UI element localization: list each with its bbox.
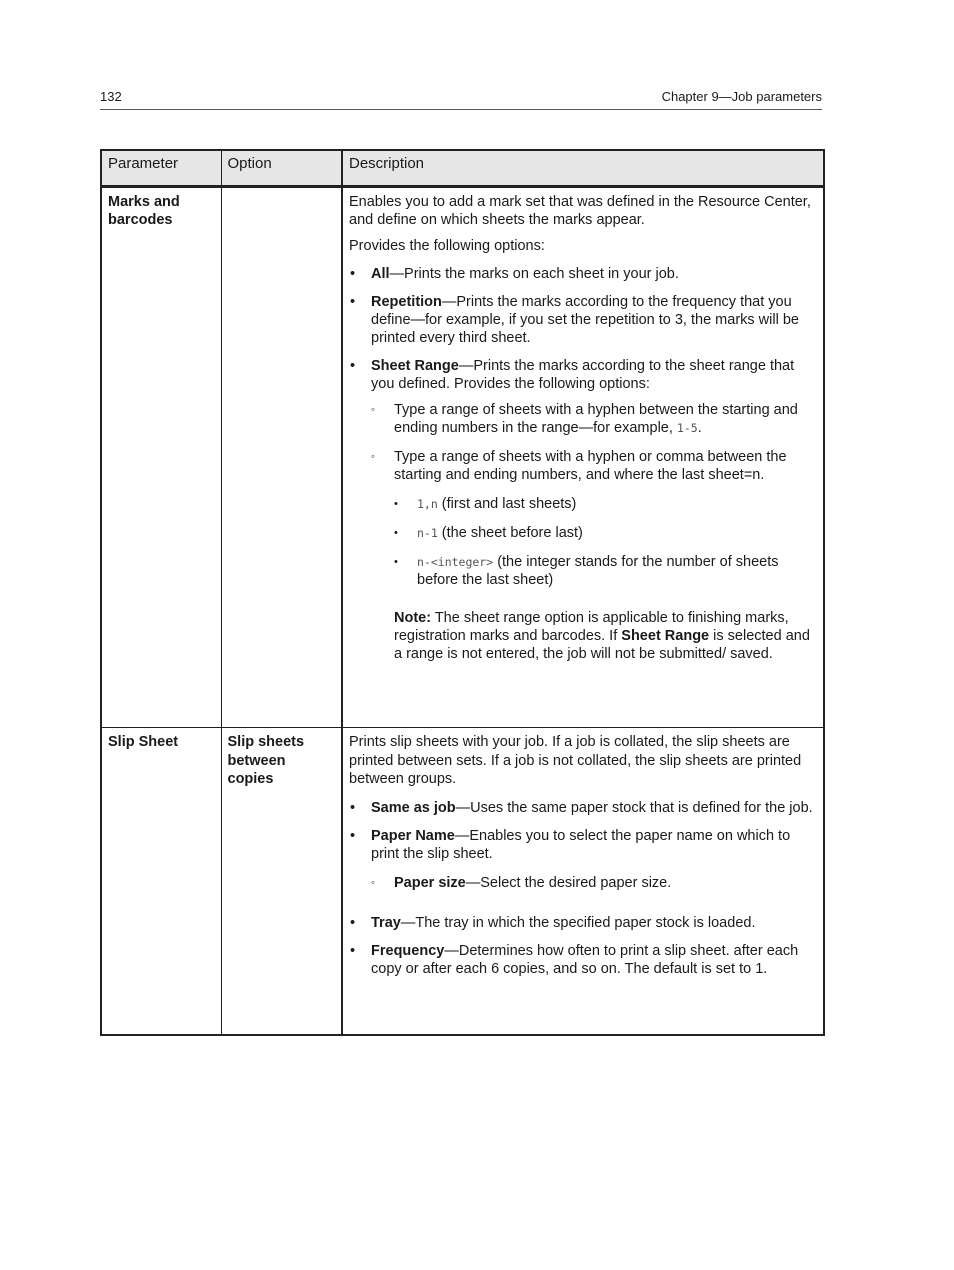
- list-item: [394, 495, 817, 513]
- paper-name-sublist: [371, 874, 817, 892]
- options-list: [349, 799, 817, 978]
- note-label: Note:: [394, 610, 432, 626]
- note-text: The sheet range option is applicable to finishing marks, registration marks and barcodes. If: [394, 610, 789, 644]
- format-text: (the sheet before last): [437, 525, 583, 541]
- option-name: Slip sheets between copies: [227, 734, 305, 787]
- option-term: Repetition: [371, 294, 442, 310]
- bullet-glyph: •: [350, 827, 356, 844]
- option-term: All: [371, 266, 390, 282]
- option-cell: [221, 187, 342, 728]
- table-row: [101, 187, 824, 728]
- list-item: [371, 448, 817, 589]
- header-parameter: Parameter: [101, 150, 221, 187]
- range-format-list: [394, 495, 817, 589]
- option-term: Tray: [371, 914, 401, 931]
- option-term: Sheet Range: [371, 358, 459, 374]
- sub-option-term: Paper size: [394, 874, 466, 891]
- parameter-name: Marks and barcodes: [108, 194, 180, 228]
- circle-glyph: ◦: [371, 876, 375, 889]
- code-example: 1,n: [417, 497, 438, 511]
- option-text: —Prints the marks according to the frequency that you define—for example, if you set the repetition to 3, the marks will be printed every third sheet.: [371, 294, 799, 346]
- circle-glyph: ◦: [371, 404, 375, 416]
- sub-option-text: Type a range of sheets with a hyphen between the starting and ending numbers in the range—for example,: [394, 402, 798, 436]
- list-item: [349, 357, 817, 393]
- page-header: [100, 89, 822, 110]
- format-text: (first and last sheets): [437, 496, 577, 512]
- list-item: [394, 553, 817, 589]
- list-item: [349, 914, 817, 932]
- option-text: —Uses the same paper stock that is defined for the job.: [455, 799, 813, 816]
- list-item: [349, 942, 817, 978]
- bullet-glyph: •: [350, 294, 356, 310]
- option-text: —Enables you to select the paper name on which to print the slip sheet.: [371, 827, 791, 862]
- option-text: —Prints the marks according to the sheet range that you defined. Provides the following options:: [371, 358, 795, 392]
- option-text: —The tray in which the specified paper stock is loaded.: [400, 914, 756, 931]
- bullet-glyph: •: [394, 556, 398, 568]
- parameter-name: Slip Sheet: [108, 734, 179, 750]
- bullet-glyph: •: [394, 527, 398, 539]
- list-item: [371, 874, 817, 892]
- header-description: Description: [342, 150, 824, 187]
- parameters-table: [100, 149, 825, 1036]
- header-option: Option: [221, 150, 342, 187]
- code-example: n-<integer>: [417, 555, 494, 569]
- note-block: [394, 609, 817, 663]
- description-provides: Provides the following options:: [349, 238, 545, 254]
- bullet-glyph: •: [350, 266, 356, 282]
- option-term: Same as job: [371, 799, 456, 816]
- parameter-cell: [101, 187, 221, 728]
- option-text: —Prints the marks on each sheet in your job.: [389, 266, 679, 282]
- code-example: n-1: [417, 526, 438, 540]
- list-item: [349, 827, 817, 892]
- description-cell: [342, 728, 824, 1036]
- bullet-glyph: •: [350, 358, 356, 374]
- bullet-glyph: •: [394, 498, 398, 510]
- table-row: [101, 728, 824, 1036]
- list-item: [394, 524, 817, 542]
- sub-option-text: —Select the desired paper size.: [465, 874, 672, 891]
- description-cell: [342, 187, 824, 728]
- list-item: [371, 401, 817, 437]
- parameter-cell: [101, 728, 221, 1036]
- format-text: (the integer stands for the number of sheets before the last sheet): [417, 554, 779, 588]
- list-item: [349, 293, 817, 347]
- option-term: Frequency: [371, 942, 445, 959]
- option-text: —Determines how often to print a slip sheet. after each copy or after each 6 copies, and so on. The default is set to 1.: [371, 942, 799, 977]
- note-text-end: is selected and a range is not entered, the job will not be submitted/ saved.: [394, 628, 810, 662]
- page-number: 132: [100, 89, 122, 104]
- sub-option-end: .: [697, 420, 702, 436]
- description-intro: Prints slip sheets with your job. If a job is collated, the slip sheets are printed between sets. If a job is not collated, the slip sheets are printed between groups.: [349, 734, 802, 787]
- description-intro: Enables you to add a mark set that was defined in the Resource Center, and define on which sheets the marks appear.: [349, 194, 811, 228]
- chapter-title: Chapter 9—Job parameters: [661, 89, 822, 104]
- bullet-glyph: •: [350, 942, 356, 959]
- sub-option-text: Type a range of sheets with a hyphen or comma between the starting and ending numbers, and where the last sheet=n.: [394, 449, 787, 483]
- code-example: 1-5: [676, 421, 698, 435]
- option-term: Paper Name: [371, 827, 455, 844]
- note-emphasis: Sheet Range: [621, 628, 710, 644]
- option-cell: [221, 728, 342, 1036]
- list-item: [349, 799, 817, 817]
- circle-glyph: ◦: [371, 451, 375, 463]
- bullet-glyph: •: [350, 914, 356, 931]
- options-list: [349, 265, 817, 393]
- sheet-range-sublist: [371, 401, 817, 589]
- table-header-row: [101, 150, 824, 187]
- bullet-glyph: •: [350, 799, 356, 816]
- list-item: [349, 265, 817, 283]
